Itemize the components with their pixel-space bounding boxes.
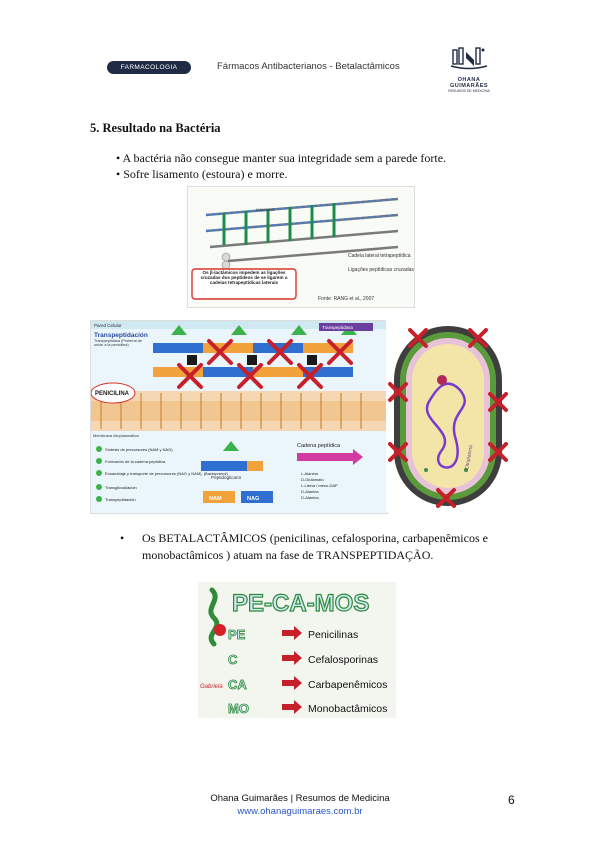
- cytoplasm-label: Citoplasma: [464, 444, 475, 471]
- label-links: Ligações peptídicas cruzadas: [348, 267, 414, 273]
- label-wall: Pared Celular: [94, 323, 122, 328]
- brand-logo: [438, 46, 500, 93]
- logo-sub: RESUMOS DE MEDICINA: [448, 89, 490, 93]
- mnemonic-figure: [198, 582, 396, 718]
- footer-author: Ohana Guimarães | Resumos de Medicina: [210, 793, 390, 804]
- figure-source: Fonte: RANG et al., 2007: [318, 296, 375, 302]
- nag-label: NAG: [247, 496, 260, 502]
- mnemonic-name: Carbapenêmicos: [308, 679, 388, 691]
- category-pill: FARMACOLOGIA: [107, 61, 191, 74]
- bullet-dot: •: [120, 531, 125, 545]
- amino-acid: D-Alanina: [301, 495, 319, 500]
- document-title: Fármacos Antibacterianos - Betalactâmicos: [217, 61, 400, 72]
- amino-acid: D-Glutamato: [301, 477, 324, 482]
- callout-text: Os β-lactâmicos impedem as ligações cruzadas dos peptídeos de se ligarem a cadeias tetrapeptídicas laterais: [200, 270, 288, 286]
- signature: Gabriela: [200, 684, 223, 690]
- amino-acid: L-Alanina: [301, 471, 318, 476]
- membrane-label: Membrana citoplasmática: [93, 433, 139, 438]
- transpeptidasa-tag: Transpeptidasa: [322, 325, 353, 330]
- bullet-integrity: • A bactéria não consegue manter sua integridade sem a parede forte.: [116, 151, 447, 165]
- mnemonic-abbr: CA: [228, 677, 247, 692]
- footer-website-link[interactable]: www.ohanaguimaraes.com.br: [237, 806, 363, 817]
- legend-item: Formación de la cadena peptídica: [105, 459, 166, 464]
- fig2-subtitle: Transpeptidasa (Proteína de unión a la penicilina): [94, 339, 142, 348]
- cadena-label: Cadena peptídica: [297, 443, 341, 449]
- arrow-right-icon: [282, 700, 302, 714]
- transpeptidation-figure: [90, 320, 388, 514]
- mnemonic-name: Monobactâmicos: [308, 703, 388, 715]
- mnemonic-name: Cefalosporinas: [308, 654, 379, 666]
- mnemonic-abbr: C: [228, 652, 238, 667]
- penicilina-label: PENICILINA: [95, 391, 130, 397]
- page-number: 6: [508, 793, 515, 807]
- amino-acid: D-Alanina: [301, 489, 319, 494]
- strand-label: NAM-NAG: [256, 207, 275, 212]
- mnemonic-name: Penicilinas: [308, 629, 359, 641]
- legend-item: Transpeptidación: [105, 497, 136, 502]
- mnemonic-abbr: MO: [228, 701, 249, 716]
- peptidoglicano-label: Peptidoglicano: [211, 475, 242, 480]
- betalactamicos-text: Os BETALACTÂMICOS (penicilinas, cefalosporina, carbapenêmicos e monobactâmicos ) atuam na fase de TRANSPEPTIDAÇÃO.: [142, 531, 488, 562]
- arrow-right-icon: [282, 676, 302, 690]
- logo-name: OHANA GUIMARÃES: [449, 77, 489, 89]
- amino-acid: L-Lisina / meso-DAP: [301, 483, 338, 488]
- legend-item: Transglicosilación: [105, 485, 137, 490]
- bullet-lysis: • Sofre lisamento (estoura) e morre.: [116, 167, 288, 181]
- legend-item: Síntesis de precursores (NAM y NAG): [105, 447, 173, 452]
- book-logo-icon: [449, 46, 489, 72]
- peptidoglycan-figure: [187, 186, 415, 308]
- arrow-right-icon: [282, 651, 302, 665]
- mnemonic-title: PE-CA-MOS: [232, 590, 370, 617]
- fig2-title: Transpeptidación: [94, 332, 148, 339]
- nam-label: NAM: [209, 496, 222, 502]
- section-heading: 5. Resultado na Bactéria: [90, 121, 221, 135]
- arrow-right-icon: [282, 626, 302, 640]
- mnemonic-abbr: PE: [228, 627, 246, 642]
- label-chain: Cadeia lateral tetrapeptídica: [348, 253, 411, 259]
- bacterium-figure: [386, 320, 510, 512]
- legend-item: Ensamblaje y transporte de precursores (NAG y NAM), (Bactoprenol): [105, 471, 228, 476]
